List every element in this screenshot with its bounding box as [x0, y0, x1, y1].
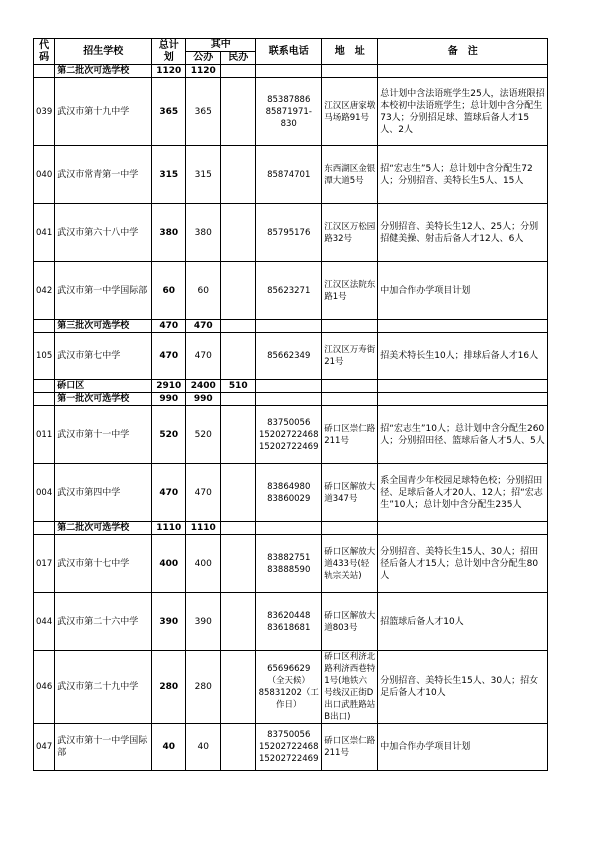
cell-total: 470	[152, 320, 186, 333]
cell-address	[322, 393, 378, 406]
cell-school: 武汉市第一中学国际部	[55, 262, 152, 320]
cell-notes: 中加合作办学项目计划	[378, 262, 548, 320]
cell-total: 280	[152, 651, 186, 724]
cell-public: 2400	[186, 380, 221, 393]
cell-school: 武汉市第四中学	[55, 464, 152, 522]
cell-school: 第一批次可选学校	[55, 393, 152, 406]
cell-total: 380	[152, 204, 186, 262]
cell-address: 硚口区解放大道803号	[322, 593, 378, 651]
cell-school: 第二批次可选学校	[55, 522, 152, 535]
cell-total: 470	[152, 464, 186, 522]
cell-school: 武汉市常青第一中学	[55, 146, 152, 204]
cell-code	[34, 320, 55, 333]
cell-address: 硚口区利济北路利济西巷特1号(地铁六号线汉正街D出口武胜路站B出口)	[322, 651, 378, 724]
cell-address: 硚口区崇仁路211号	[322, 406, 378, 464]
cell-private	[221, 320, 256, 333]
cell-private	[221, 535, 256, 593]
cell-private	[221, 651, 256, 724]
cell-total: 40	[152, 724, 186, 771]
cell-private	[221, 65, 256, 78]
cell-address	[322, 522, 378, 535]
cell-school: 武汉市第十一中学	[55, 406, 152, 464]
table-row	[34, 724, 548, 771]
cell-public: 390	[186, 593, 221, 651]
cell-school: 武汉市第十九中学	[55, 78, 152, 146]
cell-phone: 83620448 83618681	[256, 593, 322, 651]
cell-code	[34, 393, 55, 406]
cell-phone: 85874701	[256, 146, 322, 204]
cell-phone: 83750056 15202722468 15202722469	[256, 724, 322, 771]
cell-code: 046	[34, 651, 55, 724]
table-row	[34, 535, 548, 593]
cell-school: 武汉市第十七中学	[55, 535, 152, 593]
cell-code	[34, 65, 55, 78]
cell-private	[221, 406, 256, 464]
cell-total: 520	[152, 406, 186, 464]
header-public: 公办	[186, 52, 221, 65]
cell-phone	[256, 320, 322, 333]
cell-school: 武汉市第二十九中学	[55, 651, 152, 724]
cell-address: 硚口区解放大道433号(轻轨宗关站)	[322, 535, 378, 593]
cell-private	[221, 593, 256, 651]
cell-public: 470	[186, 333, 221, 380]
cell-code	[34, 522, 55, 535]
header-school: 招生学校	[55, 39, 152, 65]
cell-notes: 分别招音、美特长生15人、30人；招女足后备人才10人	[378, 651, 548, 724]
cell-phone: 85387886 85871971-830	[256, 78, 322, 146]
table-row	[34, 146, 548, 204]
cell-address: 江汉区唐家墩马场路91号	[322, 78, 378, 146]
header-among: 其中	[186, 39, 256, 52]
group-row	[34, 65, 548, 78]
cell-code: 044	[34, 593, 55, 651]
cell-notes: 招篮球后备人才10人	[378, 593, 548, 651]
cell-public: 470	[186, 320, 221, 333]
cell-phone	[256, 65, 322, 78]
cell-school: 武汉市第七中学	[55, 333, 152, 380]
cell-public: 990	[186, 393, 221, 406]
header-private: 民办	[221, 52, 256, 65]
group-row	[34, 393, 548, 406]
table-row	[34, 333, 548, 380]
table-row	[34, 651, 548, 724]
cell-address	[322, 320, 378, 333]
cell-phone: 85623271	[256, 262, 322, 320]
cell-school: 第三批次可选学校	[55, 320, 152, 333]
cell-total: 1110	[152, 522, 186, 535]
cell-school: 武汉市第十一中学国际部	[55, 724, 152, 771]
cell-address: 江汉区万松园路32号	[322, 204, 378, 262]
cell-school: 武汉市第六十八中学	[55, 204, 152, 262]
cell-phone: 83864980 83860029	[256, 464, 322, 522]
cell-private	[221, 464, 256, 522]
cell-code: 040	[34, 146, 55, 204]
cell-private	[221, 204, 256, 262]
cell-address: 硚口区崇仁路211号	[322, 724, 378, 771]
cell-notes	[378, 393, 548, 406]
cell-notes: 分别招音、美特长生12人、25人；分别招健美操、射击后备人才12人、6人	[378, 204, 548, 262]
group-row	[34, 522, 548, 535]
cell-total: 1120	[152, 65, 186, 78]
cell-notes: 中加合作办学项目计划	[378, 724, 548, 771]
cell-notes	[378, 320, 548, 333]
cell-total: 990	[152, 393, 186, 406]
header-notes: 备 注	[378, 39, 548, 65]
cell-code: 011	[34, 406, 55, 464]
table-row	[34, 204, 548, 262]
table-row	[34, 262, 548, 320]
cell-school: 武汉市第二十六中学	[55, 593, 152, 651]
cell-private	[221, 146, 256, 204]
header-code: 代码	[34, 39, 55, 65]
cell-address: 江汉区万寿街21号	[322, 333, 378, 380]
cell-private	[221, 724, 256, 771]
cell-code: 105	[34, 333, 55, 380]
cell-private	[221, 78, 256, 146]
table-row	[34, 78, 548, 146]
cell-total: 365	[152, 78, 186, 146]
cell-phone: 83882751 83888590	[256, 535, 322, 593]
cell-private	[221, 522, 256, 535]
header-address: 地 址	[322, 39, 378, 65]
admissions-table	[33, 38, 548, 771]
cell-school: 第二批次可选学校	[55, 65, 152, 78]
cell-notes: 总计划中含法语班学生25人，法语班限招本校初中法语班学生；总计划中含分配生73人；分别招足球、篮球后备人才15人、2人	[378, 78, 548, 146]
cell-notes: 分别招音、美特长生15人、30人；招田径后备人才15人；总计划中含分配生80人	[378, 535, 548, 593]
cell-address	[322, 380, 378, 393]
cell-code: 047	[34, 724, 55, 771]
group-row	[34, 380, 548, 393]
cell-total: 315	[152, 146, 186, 204]
cell-phone: 65696629 （全天候） 85831202（工作日）	[256, 651, 322, 724]
cell-code: 042	[34, 262, 55, 320]
cell-notes: 招美术特长生10人；排球后备人才16人	[378, 333, 548, 380]
cell-private: 510	[221, 380, 256, 393]
table-row	[34, 464, 548, 522]
cell-total: 470	[152, 333, 186, 380]
cell-address: 硚口区解放大道347号	[322, 464, 378, 522]
cell-notes	[378, 522, 548, 535]
cell-notes	[378, 380, 548, 393]
cell-code: 017	[34, 535, 55, 593]
cell-public: 40	[186, 724, 221, 771]
cell-public: 380	[186, 204, 221, 262]
cell-phone	[256, 393, 322, 406]
cell-total: 2910	[152, 380, 186, 393]
cell-public: 1110	[186, 522, 221, 535]
cell-total: 60	[152, 262, 186, 320]
cell-phone: 85795176	[256, 204, 322, 262]
header-phone: 联系电话	[256, 39, 322, 65]
cell-total: 390	[152, 593, 186, 651]
cell-phone: 83750056 15202722468 15202722469	[256, 406, 322, 464]
cell-public: 280	[186, 651, 221, 724]
cell-notes: 招“宏志生”10人；总计划中含分配生260人；分别招田径、篮球后备人才5人、5人	[378, 406, 548, 464]
group-row	[34, 320, 548, 333]
cell-public: 470	[186, 464, 221, 522]
cell-private	[221, 333, 256, 380]
cell-public: 60	[186, 262, 221, 320]
cell-notes: 系全国青少年校园足球特色校；分别招田径、足球后备人才20人、12人；招“宏志生”10人；总计划中含分配生235人	[378, 464, 548, 522]
cell-code	[34, 380, 55, 393]
cell-school: 硚口区	[55, 380, 152, 393]
cell-notes	[378, 65, 548, 78]
cell-phone: 85662349	[256, 333, 322, 380]
cell-public: 400	[186, 535, 221, 593]
cell-public: 1120	[186, 65, 221, 78]
cell-public: 520	[186, 406, 221, 464]
cell-phone	[256, 522, 322, 535]
cell-code: 041	[34, 204, 55, 262]
cell-notes: 招“宏志生”5人；总计划中含分配生72人；分别招音、美特长生5人、15人	[378, 146, 548, 204]
cell-address: 江汉区法院东路1号	[322, 262, 378, 320]
cell-phone	[256, 380, 322, 393]
cell-private	[221, 393, 256, 406]
cell-code: 004	[34, 464, 55, 522]
cell-public: 315	[186, 146, 221, 204]
table-row	[34, 406, 548, 464]
table-row	[34, 593, 548, 651]
cell-total: 400	[152, 535, 186, 593]
cell-address: 东西湖区金银潭大道5号	[322, 146, 378, 204]
cell-address	[322, 65, 378, 78]
header-total: 总计划	[152, 39, 186, 65]
cell-code: 039	[34, 78, 55, 146]
cell-private	[221, 262, 256, 320]
cell-public: 365	[186, 78, 221, 146]
